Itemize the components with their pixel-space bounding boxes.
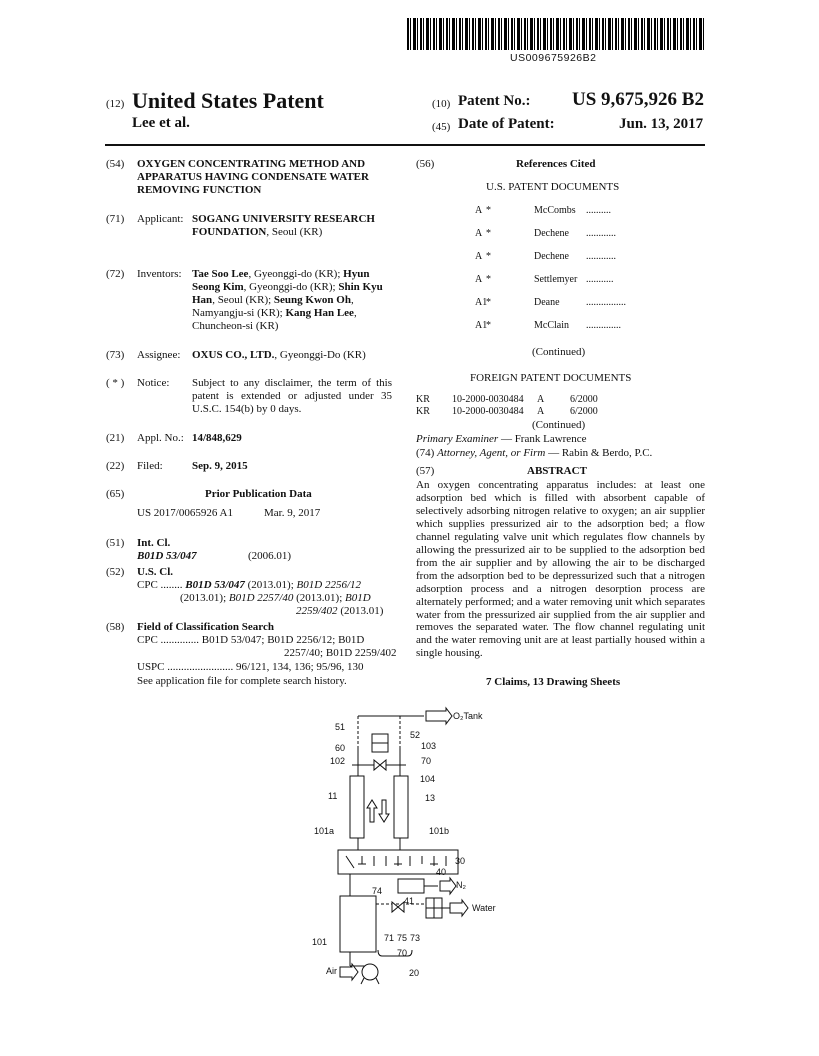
filed-date: Sep. 9, 2015 <box>192 460 248 472</box>
cpc-line-3 <box>296 605 383 618</box>
notice-text: Subject to any disclaimer, the term of this patent is extended or adjusted under 35 U.S.C. 154(b) by 0 days. <box>192 377 392 415</box>
foreign-continued: (Continued) <box>532 419 586 431</box>
code-22: (22) <box>106 460 125 472</box>
code-71: (71) <box>106 213 125 225</box>
code-notice: ( * ) <box>106 377 125 389</box>
prior-pub-title: Prior Publication Data <box>205 488 312 500</box>
code-54: (54) <box>106 158 125 170</box>
ref-dots: ............ <box>586 251 616 262</box>
refs-continued: (Continued) <box>532 346 586 358</box>
date-label: Date of Patent: <box>458 116 555 132</box>
apparatus-figure <box>300 704 520 994</box>
cpc-code: B01D 2257/40 <box>228 592 294 604</box>
down-arrow-icon <box>379 800 389 822</box>
examiner-label: Primary Examiner <box>416 433 499 445</box>
cpc-code: B01D 53/047 <box>185 579 245 591</box>
cpc-year: (2013.01); <box>244 579 297 591</box>
inventor-name: Kang Han Lee <box>285 307 354 319</box>
barcode <box>407 18 705 50</box>
cpc-code: B01D <box>345 592 371 604</box>
abstract-text: An oxygen concentrating apparatus includes: at least one adsorption bed which is filled with absorbent capable of selectively adsorbing nitrogen relative to oxygen; an air supplier which supplies pressurized air to the adsorption bed; a flow channel regulating valve unit which regulates flow channels by allowing the pressurized air to be supplied to the adsorption bed from the air supplier and by allowing the air to be discharged from the adsorption bed to be depressurized such that a nitrogen adsorption process and a nitrogen desorption process are alternately performed; and a water removing unit which separates water from the pressurized air supplied from the air supplier and removes the separated water. The flow channel regulating unit and the water removing unit are at least partially housed within a single housing. <box>416 479 705 660</box>
field-cpc <box>137 634 364 647</box>
figure-label: 51 <box>335 722 346 732</box>
abstract-title: ABSTRACT <box>527 465 587 477</box>
ref-dots: ............ <box>586 228 616 239</box>
adsorption-bed-13 <box>394 776 408 838</box>
figure-label: 103 <box>421 741 437 751</box>
cpc-year: (2013.01) <box>337 605 384 617</box>
filed-label: Filed: <box>137 460 163 472</box>
attorney <box>416 447 652 460</box>
us-docs-title: U.S. PATENT DOCUMENTS <box>486 181 620 193</box>
cpc-year: (2013.01); <box>293 592 346 604</box>
figure-label: 101 <box>312 937 328 947</box>
figure-label: 70 <box>421 756 432 766</box>
code-52: (52) <box>106 566 125 578</box>
foreign-kind: A <box>537 394 545 405</box>
figure-label: 75 <box>397 933 408 943</box>
applicant-name: SOGANG UNIVERSITY RESEARCH FOUNDATION <box>192 213 375 238</box>
inventor-location: , Gyeonggi-do (KR); <box>243 281 339 293</box>
compressor-20 <box>362 964 378 980</box>
ref-star: * <box>486 251 491 262</box>
intcl-label: Int. Cl. <box>137 537 171 549</box>
invention-title: OXYGEN CONCENTRATING METHOD AND APPARATUS HAVING CONDENSATE WATER REMOVING FUNCTION <box>137 158 369 196</box>
figure-label: 104 <box>420 774 436 784</box>
see-note: See application file for complete search history. <box>137 675 347 687</box>
refs-title: References Cited <box>516 158 596 170</box>
inventor-name: Tae Soo Lee <box>192 268 249 280</box>
appl-label: Appl. No.: <box>137 432 184 444</box>
assignee-name: OXUS CO., LTD. <box>192 349 275 361</box>
foreign-docs-title: FOREIGN PATENT DOCUMENTS <box>470 372 632 384</box>
prior-pub-date: Mar. 9, 2017 <box>264 507 321 519</box>
adsorption-bed-11 <box>350 776 364 838</box>
ref-star: * <box>486 297 491 308</box>
notice-label: Notice: <box>137 377 170 389</box>
appl-number: 14/848,629 <box>192 432 242 444</box>
applicant <box>192 213 397 239</box>
ref-name: Dechene <box>534 228 569 239</box>
ref-kind: A <box>475 274 483 285</box>
code-65: (65) <box>106 488 125 500</box>
field-uspc <box>137 661 363 674</box>
figure-label: 70 <box>397 948 408 958</box>
figure-label: 73 <box>410 933 421 943</box>
inventors-label: Inventors: <box>137 268 182 280</box>
header-rule <box>105 144 705 146</box>
field-cpc-label: CPC .............. <box>137 634 200 646</box>
inventors <box>192 268 397 333</box>
attorney-name: — Rabin & Berdo, P.C. <box>545 447 653 459</box>
code-57: (57) <box>416 465 435 477</box>
uspc-label: USPC ........................ <box>137 661 234 673</box>
ref-star: * <box>486 205 491 216</box>
figure-label: 74 <box>372 886 383 896</box>
code-21: (21) <box>106 432 125 444</box>
code-45: (45) <box>432 121 451 133</box>
figure-label-n2: N₂ <box>456 880 466 890</box>
foreign-cc: KR <box>416 394 430 405</box>
code-12: (12) <box>106 98 125 110</box>
foreign-date: 6/2000 <box>570 406 598 417</box>
code-58: (58) <box>106 621 125 633</box>
ref-kind: A1 <box>475 297 488 308</box>
code-56: (56) <box>416 158 435 170</box>
intcl-year: (2006.01) <box>248 550 292 562</box>
ref-dots: ................ <box>586 297 626 308</box>
code-74: (74) <box>416 447 435 459</box>
inventor-short: Lee et al. <box>132 115 190 131</box>
figure-label-air: Air <box>326 966 337 976</box>
inventor-location: , Gyeonggi-do (KR); <box>248 268 344 280</box>
uspc-codes: 96/121, 134, 136; 95/96, 130 <box>236 661 364 673</box>
cpc-label: CPC ........ <box>137 579 183 591</box>
assignee-location: , Gyeonggi-Do (KR) <box>274 349 366 361</box>
code-73: (73) <box>106 349 125 361</box>
up-arrow-icon <box>367 800 377 822</box>
figure-label-o2tank: O₂Tank <box>453 711 483 721</box>
country-title: United States Patent <box>132 88 324 113</box>
patent-no-label: Patent No.: <box>458 93 531 109</box>
ref-star: * <box>486 228 491 239</box>
ref-dots: .......... <box>586 205 611 216</box>
figure-label: 20 <box>409 968 420 978</box>
code-72: (72) <box>106 268 125 280</box>
n2-arrow-icon <box>440 878 456 894</box>
inventor-name: Hyun Seong Kim <box>192 268 370 293</box>
attorney-label: Attorney, Agent, or Firm <box>437 447 546 459</box>
ref-kind: A <box>475 251 483 262</box>
examiner-name: — Frank Lawrence <box>498 433 587 445</box>
figure-label: 11 <box>328 791 338 801</box>
assignee <box>192 349 402 362</box>
ref-kind: A1 <box>475 320 488 331</box>
patent-number: US 9,675,926 B2 <box>572 89 704 110</box>
inventor-name: Shin Kyu Han <box>192 281 383 306</box>
figure-label: 60 <box>335 743 346 753</box>
ref-name: McClain <box>534 320 569 331</box>
assignee-label: Assignee: <box>137 349 181 361</box>
cpc-year: (2013.01); <box>180 592 229 604</box>
water-arrow-icon <box>450 900 468 916</box>
figure-label: 101b <box>429 826 450 836</box>
cpc-line-2 <box>180 592 371 605</box>
claims-summary: 7 Claims, 13 Drawing Sheets <box>486 676 621 688</box>
uscl-label: U.S. Cl. <box>137 566 174 578</box>
figure-label: 52 <box>410 730 421 740</box>
foreign-num: 10-2000-0030484 <box>452 394 524 405</box>
inventor-location: , Chuncheon-si (KR) <box>192 307 357 332</box>
valve-icon <box>374 760 380 770</box>
figure-label-water: Water <box>472 903 496 913</box>
foreign-cc: KR <box>416 406 430 417</box>
ref-star: * <box>486 320 491 331</box>
housing-101 <box>340 896 376 952</box>
ref-dots: ........... <box>586 274 614 285</box>
figure-label: 30 <box>455 856 466 866</box>
barcode-number: US009675926B2 <box>510 52 597 64</box>
inventor-location: , Namyangju-si (KR); <box>192 294 354 319</box>
ref-dots: .............. <box>586 320 621 331</box>
ref-name: McCombs <box>534 205 576 216</box>
primary-examiner <box>416 433 586 446</box>
figure-label: 102 <box>330 756 346 766</box>
figure-label: 13 <box>425 793 436 803</box>
cpc-code: 2259/402 <box>296 605 338 617</box>
figure-label: 41 <box>404 896 415 906</box>
ref-name: Settlemyer <box>534 274 578 285</box>
foreign-date: 6/2000 <box>570 394 598 405</box>
cpc-line-1 <box>137 579 361 592</box>
code-10: (10) <box>432 98 451 110</box>
field-cpc-codes: B01D 53/047; B01D 2256/12; B01D <box>201 634 365 646</box>
figure-label: 71 <box>384 933 395 943</box>
inventor-name: Seung Kwon Oh <box>273 294 351 306</box>
o2-arrow-icon <box>426 708 452 724</box>
ref-kind: A <box>475 205 483 216</box>
figure-label: 40 <box>436 867 447 877</box>
field-cpc-codes-2: 2257/40; B01D 2259/402 <box>284 647 397 659</box>
cpc-code: B01D 2256/12 <box>296 579 362 591</box>
ref-name: Dechene <box>534 251 569 262</box>
foreign-kind: A <box>537 406 545 417</box>
inventor-location: , Seoul (KR); <box>212 294 274 306</box>
figure-label: 101a <box>314 826 335 836</box>
component-40 <box>398 879 424 893</box>
prior-pub-number: US 2017/0065926 A1 <box>137 507 233 519</box>
applicant-location: , Seoul (KR) <box>266 226 323 238</box>
field-search-label: Field of Classification Search <box>137 621 274 633</box>
code-51: (51) <box>106 537 125 549</box>
patent-date: Jun. 13, 2017 <box>619 116 704 132</box>
intcl-code: B01D 53/047 <box>137 550 197 562</box>
foreign-num: 10-2000-0030484 <box>452 406 524 417</box>
applicant-label: Applicant: <box>137 213 184 225</box>
ref-star: * <box>486 274 491 285</box>
ref-name: Deane <box>534 297 560 308</box>
ref-kind: A <box>475 228 483 239</box>
